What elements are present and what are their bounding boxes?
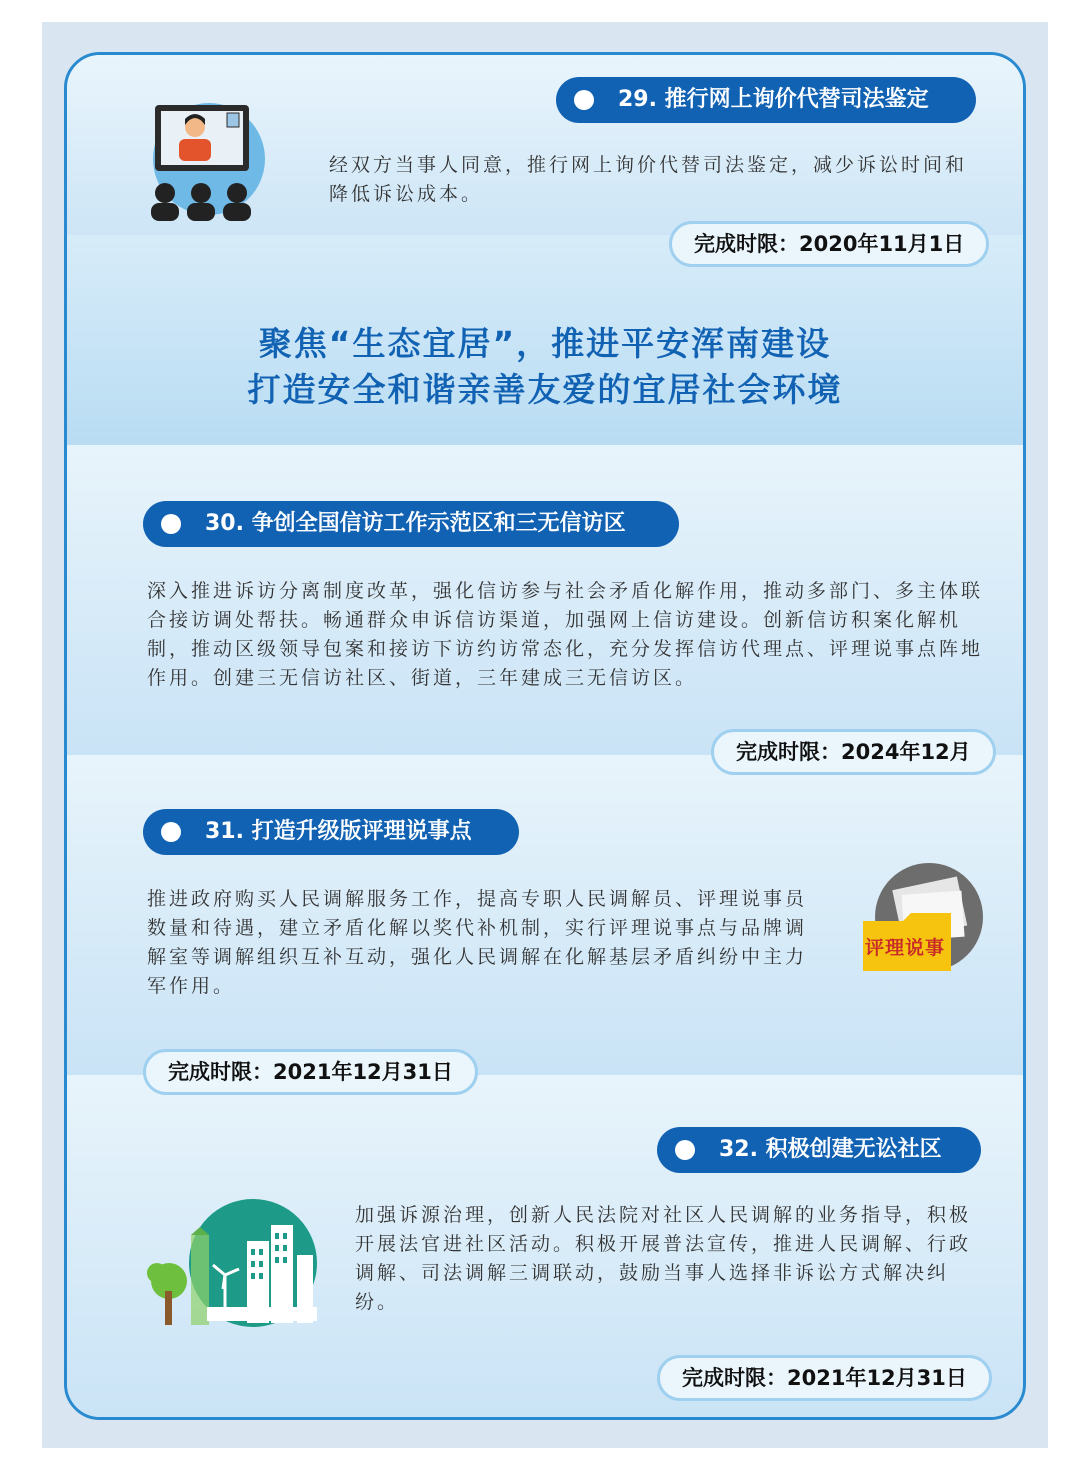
bullet-icon — [574, 90, 594, 110]
section-32-title — [657, 1127, 981, 1173]
bullet-icon — [161, 822, 181, 842]
content-card — [64, 52, 1026, 1420]
section-31-deadline: 完成时限：2021年12月31日 — [143, 1049, 478, 1095]
bullet-icon — [675, 1140, 695, 1160]
section-29-deadline: 完成时限：2020年11月1日 — [669, 221, 989, 267]
folder-icon-label: 评理说事 — [865, 937, 946, 959]
section-title-text: 30. 争创全国信访工作示范区和三无信访区 — [205, 511, 626, 536]
section-29-title — [556, 77, 976, 123]
banner-line-2: 打造安全和谐亲善友爱的宜居社会环境 — [247, 370, 843, 409]
section-30-title — [143, 501, 679, 547]
section-32-body: 加强诉源治理，创新人民法院对社区人民调解的业务指导，积极开展法官进社区活动。积极开展普法宣传，推进人民调解、行政调解、司法调解三调联动，鼓励当事人选择非诉讼方式解决纠纷。 — [355, 1204, 972, 1313]
bullet-icon — [161, 514, 181, 534]
section-32-deadline: 完成时限：2021年12月31日 — [657, 1355, 992, 1401]
section-title-text: 32. 积极创建无讼社区 — [719, 1137, 942, 1162]
section-30-deadline: 完成时限：2024年12月 — [711, 729, 996, 775]
section-30-body: 深入推进诉访分离制度改革，强化信访参与社会矛盾化解作用，推动多部门、多主体联合接访调处帮扶。畅通群众申诉信访渠道，加强网上信访建设。创新信访积案化解机制，推动区级领导包案和接访下访约访常态化，充分发挥信访代理点、评理说事点阵地作用。创建三无信访社区、街道，三年建成三无信访区。 — [147, 580, 984, 689]
banner-line-1: 聚焦“生态宜居”，推进平安浑南建设 — [258, 324, 832, 363]
green-city-icon — [143, 1195, 323, 1335]
folder-icon — [859, 859, 983, 983]
section-31-title — [143, 809, 519, 855]
section-31-body: 推进政府购买人民调解服务工作，提高专职人民调解员、评理说事员数量和待遇，建立矛盾化解以奖代补机制，实行评理说事点与品牌调解室等调解组织互补互动，强化人民调解在化解基层矛盾纠纷中主力军作用。 — [147, 888, 808, 997]
video-conference-icon — [139, 97, 269, 227]
section-29-body: 经双方当事人同意，推行网上询价代替司法鉴定，减少诉讼时间和降低诉讼成本。 — [329, 154, 968, 205]
section-title-text: 29. 推行网上询价代替司法鉴定 — [618, 87, 929, 112]
section-title-text: 31. 打造升级版评理说事点 — [205, 819, 472, 844]
